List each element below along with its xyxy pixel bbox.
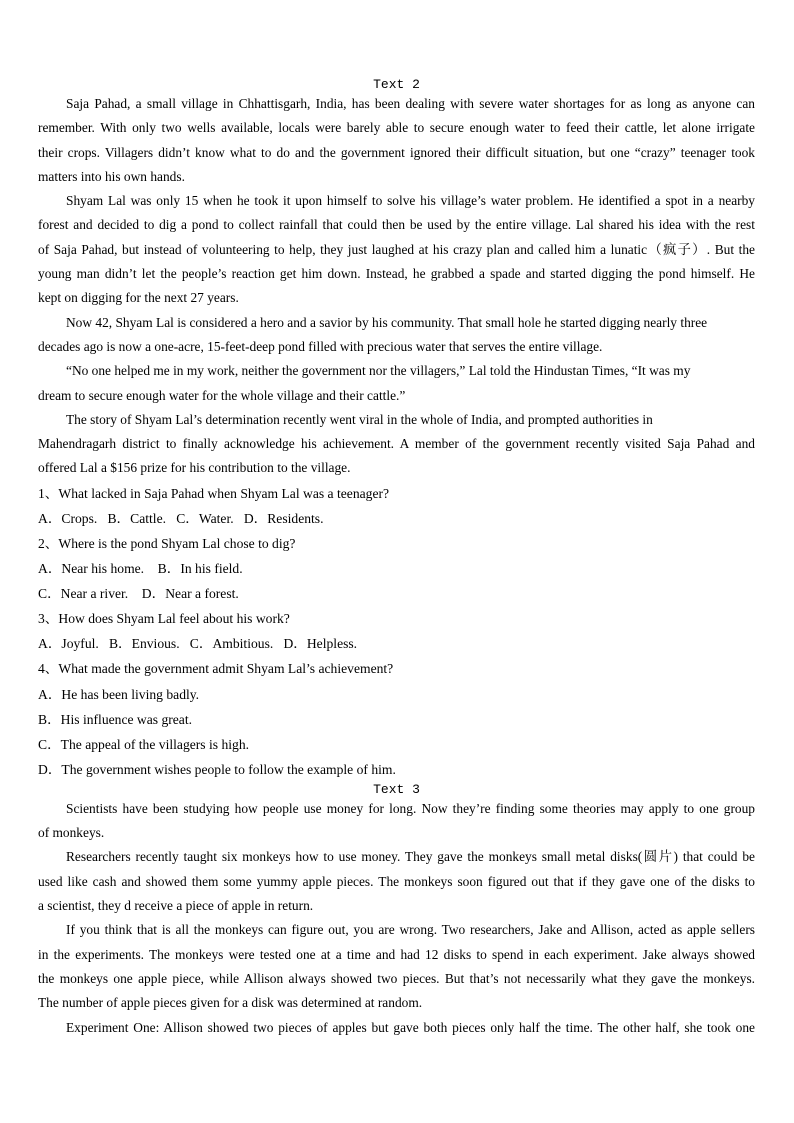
question-4 xyxy=(38,656,755,781)
text-line: Saja Pahad, a small village in Chhattisgarh, India, has been dealing with severe water shortages for as long as anyone can xyxy=(66,96,755,111)
text-line: Now 42, Shyam Lal is considered a hero and a savior by his community. That small hole he started digging nearly three xyxy=(66,314,708,330)
paragraph xyxy=(38,1016,755,1040)
question-options: A．Near his home. B．In his field. xyxy=(38,561,243,577)
question-2 xyxy=(38,531,755,606)
text-line: “No one helped me in my work, neither the government nor the villagers,” Lal told the Hindustan Times, “It was my xyxy=(66,363,691,379)
question-stem: 4、What made the government admit Shyam Lal’s achievement? xyxy=(38,661,394,677)
text-line: Researchers recently taught six monkeys how to use money. They gave the monkeys small metal disks(圆片) that could be xyxy=(66,849,755,865)
question-1 xyxy=(38,481,755,531)
question-option: A．He has been living badly. xyxy=(38,686,200,702)
text-line: in the experiments. The monkeys were tested one at a time and had 12 disks to spend in each experiment. Jake always showed xyxy=(38,946,755,962)
question-3 xyxy=(38,606,755,656)
text-line: The story of Shyam Lal’s determination recently went viral in the whole of India, and prompted authorities in xyxy=(66,411,653,427)
question-option: D．The government wishes people to follow the example of him. xyxy=(38,761,396,777)
section-title: Text 2 xyxy=(373,77,420,92)
paragraph xyxy=(38,408,755,481)
text-line: of Saja Pahad, but instead of volunteering to help, they just laughed at his crazy plan and called him a lunatic（疯子）. But the xyxy=(38,241,755,257)
text-line: Scientists have been studying how people use money for long. Now they’re finding some theories may apply to one group xyxy=(66,800,755,816)
text-line: their crops. Villagers didn’t know what to do and the government ignored their difficult situation, but one “crazy” teenager took xyxy=(38,144,755,160)
question-stem: 2、Where is the pond Shyam Lal chose to dig? xyxy=(38,535,296,551)
text-line: decades ago is now a one-acre, 15-feet-deep pond filled with precious water that serves the entire village. xyxy=(38,338,603,354)
text-line: remember. With only two wells available, locals were barely able to secure enough water to feed their cattle, let alone irrigate xyxy=(38,120,755,136)
question-option: B．His influence was great. xyxy=(38,711,193,727)
paragraph xyxy=(38,797,755,846)
paragraph xyxy=(38,918,755,1015)
text-line: Shyam Lal was only 15 when he took it upon himself to solve his village’s water problem. He identified a spot in a nearby xyxy=(66,193,755,209)
paragraph xyxy=(38,311,755,360)
text-line: Experiment One: Allison showed two pieces of apples but gave both pieces only half the time. The other half, she took one xyxy=(66,1019,755,1035)
question-options: C．Near a river. D．Near a forest. xyxy=(38,586,239,602)
text-line: The number of apple pieces given for a disk was determined at random. xyxy=(38,995,423,1011)
question-stem: 3、How does Shyam Lal feel about his work? xyxy=(38,611,290,627)
question-options: A．Joyful. B．Envious. C．Ambitious. D．Helpless. xyxy=(38,636,358,652)
text-line: forest and decided to dig a pond to collect rainfall that could then be used by the entire village. Lal shared his idea with the rest xyxy=(38,217,755,233)
text-line: dream to secure enough water for the whole village and their cattle.” xyxy=(38,387,406,403)
text-line: of monkeys. xyxy=(38,825,105,841)
text-line: used like cash and showed them some yummy apple pieces. The monkeys soon figured out that if they gave one of the disks to xyxy=(38,873,755,889)
paragraph xyxy=(38,92,755,189)
question-options: A．Crops. B．Cattle. C．Water. D．Residents. xyxy=(38,510,324,526)
text-line: a scientist, they d receive a piece of apple in return. xyxy=(38,898,314,914)
text-line: young man didn’t let the people’s reaction get him down. Instead, he grabbed a spade and started digging the pond himself. He xyxy=(38,266,755,282)
text-line: If you think that is all the monkeys can figure out, you are wrong. Two researchers, Jake and Allison, acted as apple sellers xyxy=(66,922,755,938)
text-line: Mahendragarh district to finally acknowledge his achievement. A member of the government recently visited Saja Pahad and xyxy=(38,436,755,452)
text-line: kept on digging for the next 27 years. xyxy=(38,290,239,306)
question-option: C．The appeal of the villagers is high. xyxy=(38,736,250,752)
text-line: offered Lal a $156 prize for his contribution to the village. xyxy=(38,460,351,476)
section-title: Text 3 xyxy=(373,781,420,797)
text-line: the monkeys one apple piece, while Allison always showed two pieces. But that’s not necessarily what they gave the monkeys. xyxy=(38,970,755,986)
paragraph xyxy=(38,189,755,310)
paragraph xyxy=(38,359,755,408)
text-line: matters into his own hands. xyxy=(38,168,185,184)
question-stem: 1、What lacked in Saja Pahad when Shyam Lal was a teenager? xyxy=(38,485,390,501)
text-2-section xyxy=(38,77,755,782)
text-3-section xyxy=(38,782,755,1040)
document-page xyxy=(38,77,755,1040)
paragraph xyxy=(38,845,755,918)
